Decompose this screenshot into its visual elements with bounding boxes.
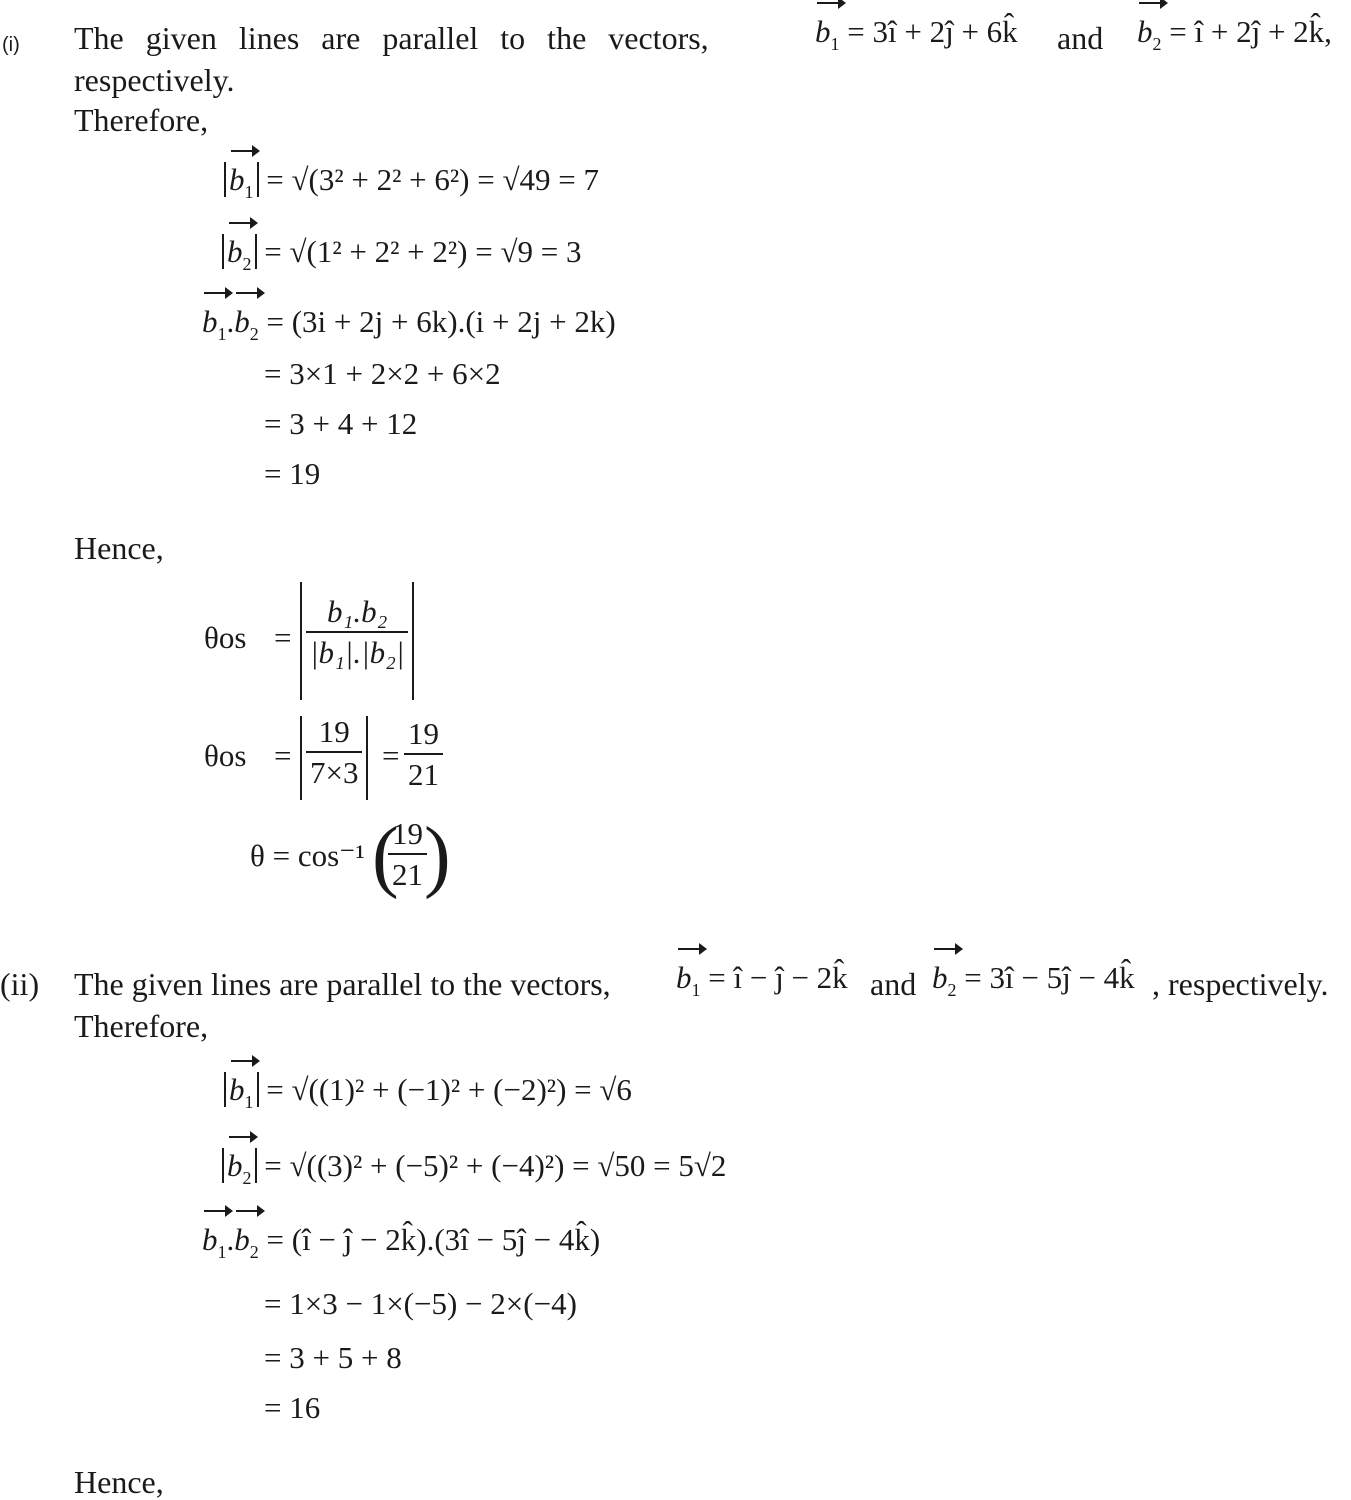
fraction-numerator: b₁.b₂ [306,596,408,633]
vector-b2-symbol: $b_2$ [1137,14,1162,54]
part-i-cos-lhs-1: θos [204,620,247,655]
part-i-respectively: respectively. [74,62,235,98]
mag-b1-value: = √(3² + 2² + 6²) = √49 = 7 [266,162,599,197]
b1-definition-text: = î − ĵ − 2k̂ [708,960,848,995]
part-ii-dot-product: $b_1.b_2$ = (î − ĵ − 2k̂).(3î − 5ĵ − 4k̂) [202,1222,601,1262]
part-ii-b2-definition: $b_2$ = 3î − 5ĵ − 4k̂ [932,960,1135,1000]
b2-definition-text: = î + 2ĵ + 2k̂, [1169,14,1332,49]
part-i-b2-definition [1137,14,1332,54]
part-ii-step-1: = 1×3 − 1×(−5) − 2×(−4) [264,1286,577,1321]
part-i-label: (i) [2,34,20,56]
part-ii-mag-b2: $b_2 = √((3)^2 + (-5)^2 + (-4)^2) = √50 = 5√2$ [222,1150,726,1181]
fraction-denominator: 21 [408,757,439,792]
part-i-step-1: = 3×1 + 2×2 + 6×2 [264,356,501,391]
right-paren: ) [424,812,451,900]
part-i-mag-b2: $b_2 = √(1^2 + 2^2 + 2^2) = √9 = 3$ [222,236,581,267]
part-i-mag-b1: $b_1 = √(3^2 + 2^2 + 6^2) = √49 = 7$ [224,164,599,195]
part-ii-therefore: Therefore, [74,1008,209,1044]
part-i-theta-fraction [388,818,427,890]
part-ii-mag-b1: $b_1 = √((1)^2 + (-1)^2 + (-2)^2) = √6$ [224,1074,632,1105]
fraction-denominator: |b₁|.|b₂| [310,635,405,670]
b2-definition-text: = 3î − 5ĵ − 4k̂ [964,960,1135,995]
dot-product-expression: = (î − ĵ − 2k̂).(3î − 5ĵ − 4k̂) [266,1222,601,1257]
mag-b2-value: = √((3)² + (−5)² + (−4)²) = √50 = 5√2 [264,1148,727,1183]
part-i-step-3: = 19 [264,456,321,491]
left-paren: ( [372,812,399,900]
part-i-and: and [1057,20,1104,56]
part-ii-respectively: , respectively. [1152,966,1329,1002]
part-ii-and: and [870,966,917,1002]
vector-b1-symbol: $b_1$ [815,14,840,54]
part-ii-step-3: = 16 [264,1390,321,1425]
part-i-cos-fraction-2 [300,716,368,800]
mag-b2-value: = √(1² + 2² + 2²) = √9 = 3 [264,234,582,269]
fraction-denominator: 7×3 [310,755,359,790]
part-ii-label: (ii) [0,966,40,1002]
part-ii-step-2: = 3 + 5 + 8 [264,1340,402,1375]
part-i-therefore: Therefore, [74,102,209,138]
fraction-denominator: 21 [392,857,423,892]
equals-sign: = [274,620,292,655]
b1-definition-text: = 3î + 2ĵ + 6k̂ [847,14,1018,49]
fraction-numerator: 19 [306,716,362,753]
part-i-cos-fraction-3 [404,718,443,790]
part-i-theta-equation: θ = cos⁻¹ [250,838,365,873]
fraction-numerator: 19 [404,718,443,755]
fraction-numerator: 19 [388,818,427,855]
mag-b1-value: = √((1)² + (−1)² + (−2)²) = √6 [266,1072,632,1107]
part-i-cos-lhs-2: θos [204,738,247,773]
part-i-cos-fraction-1 [300,582,414,700]
part-i-intro: The given lines are parallel to the vectors, [74,20,709,56]
part-ii-intro: The given lines are parallel to the vectors, [74,966,611,1002]
dot-product-expression: = (3i + 2j + 6k).(i + 2j + 2k) [266,304,616,339]
equals-sign: = [382,738,400,773]
equals-sign: = [274,738,292,773]
part-i-dot-product: $b_1.b_2 = (3i + 2j + 6k).(i + 2j + 2k)$ [202,304,616,344]
part-ii-hence: Hence, [74,1464,164,1500]
part-ii-b1-definition: $b_1$ = î − ĵ − 2k̂ [676,960,848,1000]
part-i-hence: Hence, [74,530,164,566]
part-i-step-2: = 3 + 4 + 12 [264,406,418,441]
part-i-b1-definition [815,14,1018,54]
